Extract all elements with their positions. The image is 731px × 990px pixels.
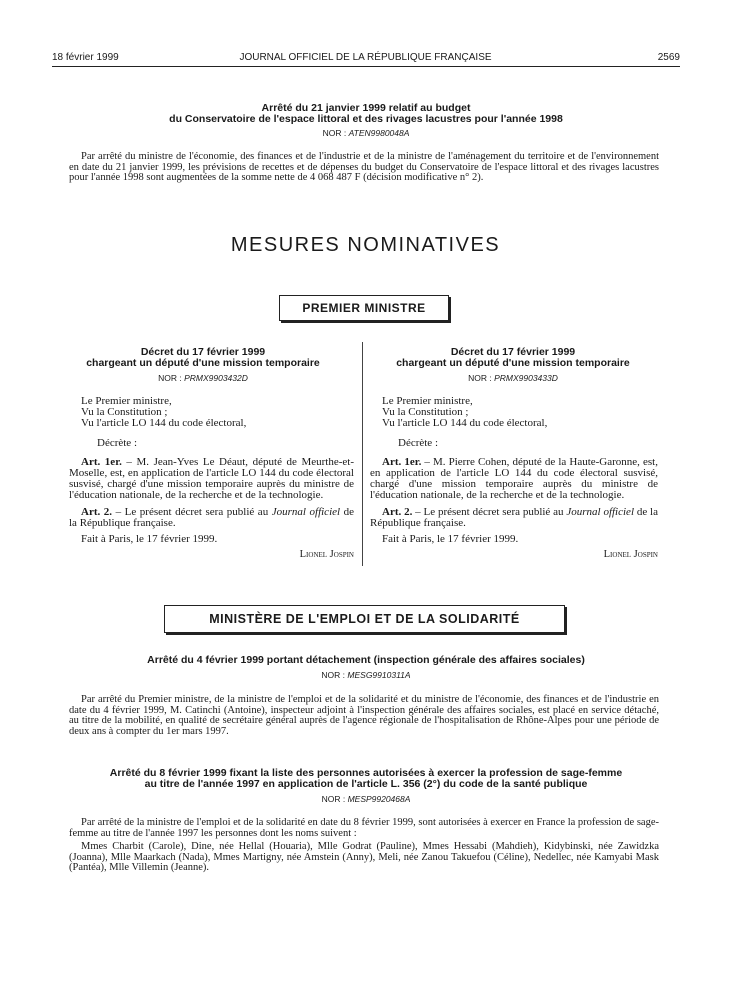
header-rule [52, 66, 680, 67]
decret-left-line2: Vu la Constitution ; [81, 406, 168, 419]
decret-right-art1: Art. 1er. – M. Pierre Cohen, député de la Haute-Garonne, est, en application de l'article LO 144 du code électoral susvisé, chargé d'une mission temporaire auprès du ministre de l'éducation nationale, de la recherche et de la technologie. [370, 455, 658, 502]
decret-left-nor: NOR : PRMX9903432D [158, 373, 248, 383]
arrete3-body-intro: Par arrêté de la ministre de l'emploi et de la solidarité en date du 8 février 1999, sont autorisées à exercer en France la profession de sage-femme au titre de l'année 1997 les personnes dont les noms suivent : [69, 817, 659, 839]
decret-right-title: Décret du 17 février 1999 chargeant un député d'une mission temporaire [396, 346, 630, 369]
arrete1-title: Arrêté du 21 janvier 1999 relatif au budget du Conservatoire de l'espace littoral et des rivages lacustres pour l'année 1998 [169, 102, 563, 125]
arrete3-title: Arrêté du 8 février 1999 fixant la liste des personnes autorisées à exercer la profession de sage-femme au titre de l'année 1997 en application de l'article L. 356 (2°) du code de la santé publique [109, 767, 623, 790]
header-date: 18 février 1999 [52, 52, 119, 63]
decret-left-title: Décret du 17 février 1999 chargeant un député d'une mission temporaire [86, 346, 320, 369]
decret-right-line1: Le Premier ministre, [382, 395, 473, 407]
decret-left-fait: Fait à Paris, le 17 février 1999. [81, 533, 218, 546]
header-journal-title: JOURNAL OFFICIEL DE LA RÉPUBLIQUE FRANÇAISE [239, 52, 492, 63]
column-divider [362, 342, 363, 566]
decret-left-line1: Le Premier ministre, [81, 395, 172, 407]
decret-right-line3: Vu l'article LO 144 du code électoral, [382, 417, 548, 430]
premier-ministre-box: PREMIER MINISTRE [279, 295, 449, 321]
header-page-number: 2569 [657, 52, 680, 63]
decret-left-line3: Vu l'article LO 144 du code électoral, [81, 417, 247, 430]
decret-left-art1: Art. 1er. – M. Jean-Yves Le Déaut, député de Meurthe-et-Moselle, est, en application de l'article LO 144 du code électoral susvisé, chargé d'une mission temporaire auprès du ministre de l'éducation nationale, de la recherche et de la technologie. [69, 455, 355, 502]
decret-left-art2: Art. 2. – Le présent décret sera publié au Journal officiel de la République française. [69, 505, 354, 529]
arrete2-title: Arrêté du 4 février 1999 portant détachement (inspection générale des affaires sociales) [147, 654, 585, 666]
decret-left-body [69, 396, 354, 560]
arrete2-nor: NOR : MESG9910311A [321, 670, 411, 680]
decret-right-art2: Art. 2. – Le présent décret sera publié au Journal officiel de la République française. [370, 505, 659, 529]
section-title: MESURES NOMINATIVES [230, 234, 501, 256]
decret-right-line2: Vu la Constitution ; [382, 406, 469, 419]
ministere-box: MINISTÈRE DE L'EMPLOI ET DE LA SOLIDARITÉ [164, 605, 565, 633]
arrete3-body [69, 818, 659, 874]
arrete2-body: Par arrêté du Premier ministre, de la ministre de l'emploi et de la solidarité et du ministre de l'économie, des finances et de l'industrie en date du 4 février 1999, M. Catinchi (Antoine), inspecteur adjoint à l'inspection générale des affaires sociales, est placé en service détaché, au titre de la mobilité, en qualité de secrétaire général auprès de l'agence régionale de l'hospitalisation de Rhône-Alpes pour une période de deux ans à compter du 1er mars 1997. [69, 694, 659, 737]
decret-right-decrete: Décrète : [398, 436, 438, 449]
decret-right-fait: Fait à Paris, le 17 février 1999. [382, 533, 519, 546]
arrete3-body-names: Mmes Charbit (Carole), Dine, née Hellal (Houaria), Mlle Godrat (Pauline), Mmes Hessabi (Mahdieh), Kidybinski, née Zawidzka (Joanna), Mlle Maarkach (Nada), Mmes Martigny, née Amstein (Anny), Meli, née Zanou Takuefou (Céline), Nedellec, née Kamyabi Mask (Pantéa), Mlle Villemin (Jeanne). [69, 841, 659, 874]
decret-left-signature: Lionel Jospin [299, 549, 354, 561]
decret-right-body [370, 396, 658, 560]
decret-right-nor: NOR : PRMX9903433D [468, 373, 558, 383]
decret-left-decrete: Décrète : [97, 436, 137, 449]
arrete1-nor: NOR : ATEN9980048A [322, 128, 410, 138]
arrete1-body: Par arrêté du ministre de l'économie, des finances et de l'industrie et de la ministre de l'aménagement du territoire et de l'environnement en date du 21 janvier 1999, les prévisions de recettes et de dépenses du budget du Conservatoire de l'espace littoral et des rivages lacustres pour l'année 1998 sont augmentées de la somme nette de 4 068 487 F (décision modificative n° 2). [69, 151, 659, 184]
arrete3-nor: NOR : MESP9920468A [321, 794, 411, 804]
decret-right-signature: Lionel Jospin [603, 549, 658, 561]
